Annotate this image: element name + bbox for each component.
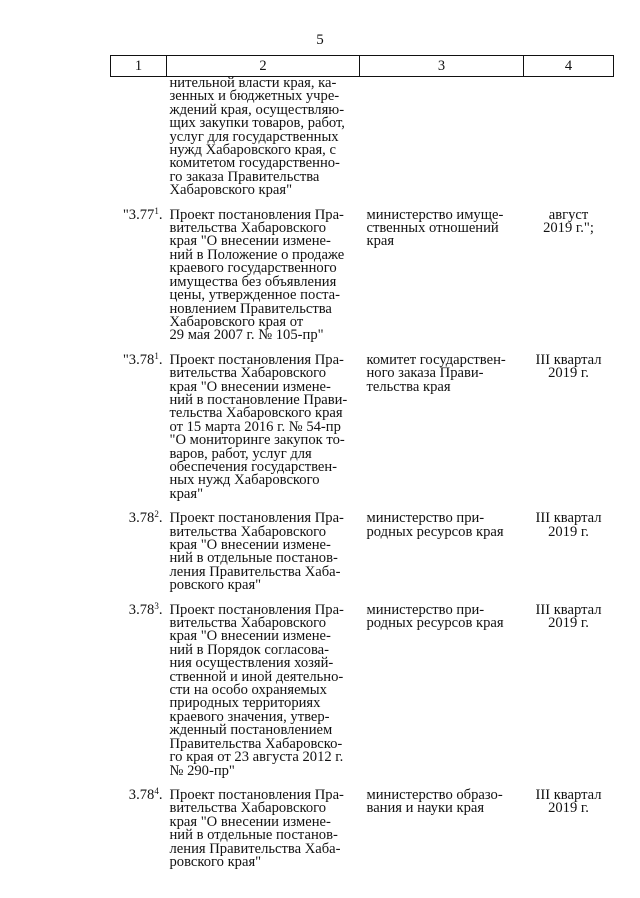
name-line: вительства Хабаровского [169, 365, 327, 382]
name-line: ний в отдельные постанов- [169, 827, 338, 844]
name-line: ных нужд Хабаровского [169, 472, 320, 489]
term-line: 2019 г. [548, 800, 589, 817]
row-number [111, 205, 167, 354]
name-line: краевого значения, утвер- [169, 708, 330, 725]
name-line: нительной власти края, ка- [169, 75, 337, 91]
name-line: 29 мая 2007 г. № 105-пр" [169, 327, 324, 344]
row-name [167, 206, 360, 354]
row-name [167, 786, 360, 880]
name-line: нужд Хабаровского края, с [169, 142, 336, 159]
page-number: 5 [316, 32, 324, 48]
name-line: зенных и бюджетных учре- [169, 88, 340, 105]
name-line: ния осуществления хозяй- [169, 655, 334, 672]
name-line: сти на особо охраняемых [169, 682, 327, 699]
row-term [524, 351, 614, 512]
name-line: от 15 марта 2016 г. № 54-пр [169, 418, 341, 435]
name-line: вительства Хабаровского [169, 800, 327, 817]
row-number-dot: . [158, 206, 163, 223]
name-line: го края от 23 августа 2012 г. [169, 749, 344, 766]
row-number [111, 350, 167, 512]
executor-line: комитет государствен- [366, 351, 506, 368]
name-line: обеспечения государствен- [169, 458, 338, 475]
row-executor [360, 512, 524, 603]
name-line: вительства Хабаровского [169, 220, 327, 237]
term-line: 2019 г. [548, 615, 589, 632]
row-number-main: 3.78 [128, 601, 155, 618]
table-row [111, 209, 614, 354]
row-term [524, 77, 614, 209]
name-line: края "О внесении измене- [169, 378, 331, 395]
executor-line: министерство имуще- [366, 206, 504, 223]
row-number-sup: 1 [154, 205, 159, 216]
term-line: III квартал [535, 786, 602, 803]
name-line: природных территориях [169, 695, 321, 712]
name-line: ственной и иной деятельно- [169, 668, 344, 685]
executor-line: вания и науки края [366, 800, 485, 817]
name-line: Проект постановления Пра- [169, 351, 344, 368]
row-term [524, 512, 614, 603]
row-number-dot: . [158, 786, 163, 803]
name-line: ний в Порядок согласова- [169, 641, 330, 658]
row-number-main: "3.77 [122, 206, 155, 223]
row-number [111, 785, 167, 880]
name-line: края "О внесении измене- [169, 537, 331, 553]
name-line: го заказа Правительства [169, 168, 320, 185]
name-line: комитетом государственно- [169, 155, 340, 172]
term-line: 2019 г. [548, 523, 589, 540]
executor-line: министерство при- [366, 601, 485, 618]
name-line: края" [169, 485, 204, 502]
name-line: ровского края" [169, 853, 262, 870]
executor-line: родных ресурсов края [366, 523, 504, 540]
name-line: края "О внесении измене- [169, 813, 331, 830]
name-line: ний в постановление Прави- [169, 391, 348, 408]
name-line: ний в отдельные постанов- [169, 550, 338, 567]
row-number-main: 3.78 [128, 510, 155, 527]
plan-table [110, 55, 614, 880]
row-executor [360, 601, 524, 789]
row-number-main: 3.78 [128, 786, 155, 803]
term-line: III квартал [535, 601, 602, 618]
name-line: ления Правительства Хаба- [169, 563, 341, 580]
table-row [111, 604, 614, 789]
row-executor [360, 77, 524, 209]
row-number-sup: 4 [154, 785, 159, 796]
term-line: 2019 г. [548, 365, 589, 382]
executor-line: края [366, 233, 395, 250]
executor-line: родных ресурсов края [366, 615, 504, 632]
name-line: Проект постановления Пра- [169, 510, 344, 527]
name-line: новлением Правительства [169, 300, 332, 317]
name-line: варов, работ, услуг для [169, 445, 312, 462]
name-line: имущества без объявления [169, 273, 337, 290]
term-line: III квартал [535, 351, 602, 368]
row-number [111, 77, 167, 209]
name-line: ления Правительства Хаба- [169, 840, 341, 857]
row-number-sup: 1 [154, 350, 159, 361]
name-line: щих закупки товаров, работ, [169, 115, 345, 132]
name-line: Проект постановления Пра- [169, 206, 344, 223]
name-line: краевого государственного [169, 260, 337, 277]
row-name [167, 351, 360, 512]
column-header-3: 3 [360, 56, 524, 77]
executor-line: ного заказа Прави- [366, 365, 484, 382]
term-line: III квартал [535, 510, 602, 527]
name-line: цены, утвержденное поста- [169, 287, 341, 304]
term-line: август [548, 206, 589, 223]
name-line: тельства Хабаровского края [169, 405, 343, 422]
row-executor [360, 786, 524, 880]
table-row [111, 512, 614, 603]
name-line: ровского края" [169, 577, 262, 594]
name-line: № 290-пр" [169, 762, 235, 779]
name-line: ждений края, осуществляю- [169, 101, 345, 118]
row-number-dot: . [158, 351, 163, 368]
name-line: ний в Положение о продаже [169, 246, 345, 263]
term-line: 2019 г."; [543, 220, 594, 237]
row-name [167, 601, 360, 789]
row-number-sup: 3 [154, 600, 159, 611]
name-line: края "О внесении измене- [169, 233, 331, 250]
executor-line: тельства края [366, 378, 451, 395]
column-header-1: 1 [111, 56, 167, 77]
table-header-row [111, 56, 614, 77]
row-name [167, 77, 360, 209]
row-number-sup: 2 [154, 509, 159, 520]
executor-line: ственных отношений [366, 220, 499, 237]
name-line: Хабаровского края от [169, 313, 304, 330]
row-number [111, 509, 167, 603]
name-line: края "О внесении измене- [169, 628, 331, 645]
row-term [524, 601, 614, 789]
name-line: Проект постановления Пра- [169, 786, 344, 803]
column-header-4: 4 [524, 56, 614, 77]
row-number [111, 600, 167, 789]
name-line: жденный постановлением [169, 722, 333, 739]
table-row [111, 789, 614, 880]
row-executor [360, 206, 524, 354]
executor-line: министерство при- [366, 510, 485, 527]
name-line: Хабаровского края" [169, 182, 293, 199]
name-line: услуг для государственных [169, 128, 339, 145]
row-number-dot: . [158, 601, 163, 618]
name-line: Правительства Хабаровско- [169, 735, 343, 752]
row-executor [360, 351, 524, 512]
name-line: вительства Хабаровского [169, 615, 327, 632]
row-number-dot: . [158, 510, 163, 527]
row-name [167, 512, 360, 603]
column-header-2: 2 [167, 56, 360, 77]
name-line: вительства Хабаровского [169, 523, 327, 540]
row-term [524, 786, 614, 880]
table-row [111, 354, 614, 512]
name-line: Проект постановления Пра- [169, 601, 344, 618]
name-line: "О мониторинге закупок то- [169, 432, 345, 449]
continuation-row [111, 77, 614, 209]
executor-line: министерство образо- [366, 786, 503, 803]
row-number-main: "3.78 [122, 351, 155, 368]
row-term [524, 206, 614, 354]
